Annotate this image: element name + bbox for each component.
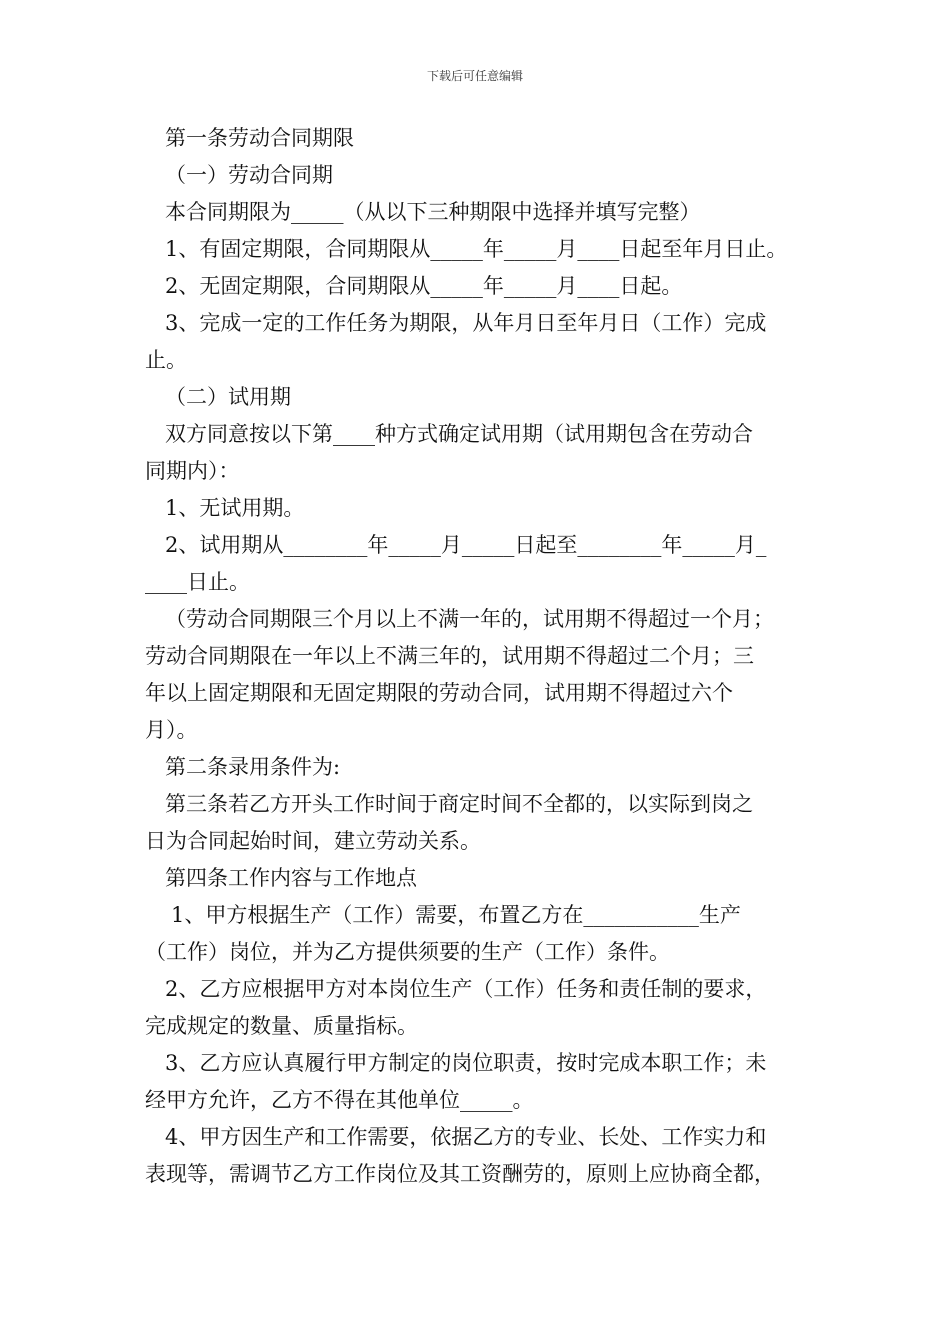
text-line: 1、无试用期。 [165, 496, 305, 520]
text-line: 3、乙方应认真履行甲方制定的岗位职责，按时完成本职工作；未 [165, 1051, 767, 1075]
text-line: 2、乙方应根据甲方对本岗位生产（工作）任务和责任制的要求， [165, 977, 767, 1001]
text-line: 第四条工作内容与工作地点 [165, 866, 417, 890]
text-line: 1、有固定期限，合同期限从_____年_____月____日起至年月日止。 [165, 237, 788, 261]
text-line: 第三条若乙方开头工作时间于商定时间不全都的，以实际到岗之 [165, 792, 753, 816]
text-line: 月）。 [145, 718, 198, 742]
text-line: 双方同意按以下第____种方式确定试用期（试用期包含在劳动合 [165, 422, 753, 446]
text-line: 本合同期限为_____（从以下三种期限中选择并填写完整） [165, 200, 701, 224]
text-line: 1、甲方根据生产（工作）需要，布置乙方在___________生产 [171, 903, 741, 927]
text-line: 劳动合同期限在一年以上不满三年的，试用期不得超过二个月；三 [145, 644, 754, 668]
text-line: 4、甲方因生产和工作需要，依据乙方的专业、长处、工作实力和 [165, 1125, 767, 1149]
text-line: （二）试用期 [165, 385, 291, 409]
text-line: （一）劳动合同期 [165, 163, 333, 187]
text-line: 第一条劳动合同期限 [165, 126, 354, 150]
text-line: 2、无固定期限，合同期限从_____年_____月____日起。 [165, 274, 683, 298]
page-header: 下载后可任意编辑 [426, 69, 523, 83]
text-line: （工作）岗位，并为乙方提供须要的生产（工作）条件。 [145, 940, 670, 964]
text-line: 3、完成一定的工作任务为期限，从年月日至年月日（工作）完成 [165, 311, 767, 335]
text-line: 止。 [145, 348, 187, 372]
text-line: 2、试用期从________年_____月_____日起至________年_____月_ [165, 533, 767, 557]
text-line: （劳动合同期限三个月以上不满一年的，试用期不得超过一个月； [165, 607, 774, 631]
text-line: ____日止。 [145, 570, 250, 594]
text-line: 日为合同起始时间，建立劳动关系。 [145, 829, 481, 853]
text-line: 年以上固定期限和无固定期限的劳动合同，试用期不得超过六个 [145, 681, 733, 705]
text-line: 完成规定的数量、质量指标。 [145, 1014, 418, 1038]
text-line: 第二条录用条件为: [165, 755, 341, 779]
text-line: 同期内）： [145, 459, 240, 483]
text-line: 经甲方允许，乙方不得在其他单位_____。 [145, 1088, 534, 1112]
text-line: 表现等，需调节乙方工作岗位及其工资酬劳的，原则上应协商全都， [145, 1162, 775, 1186]
